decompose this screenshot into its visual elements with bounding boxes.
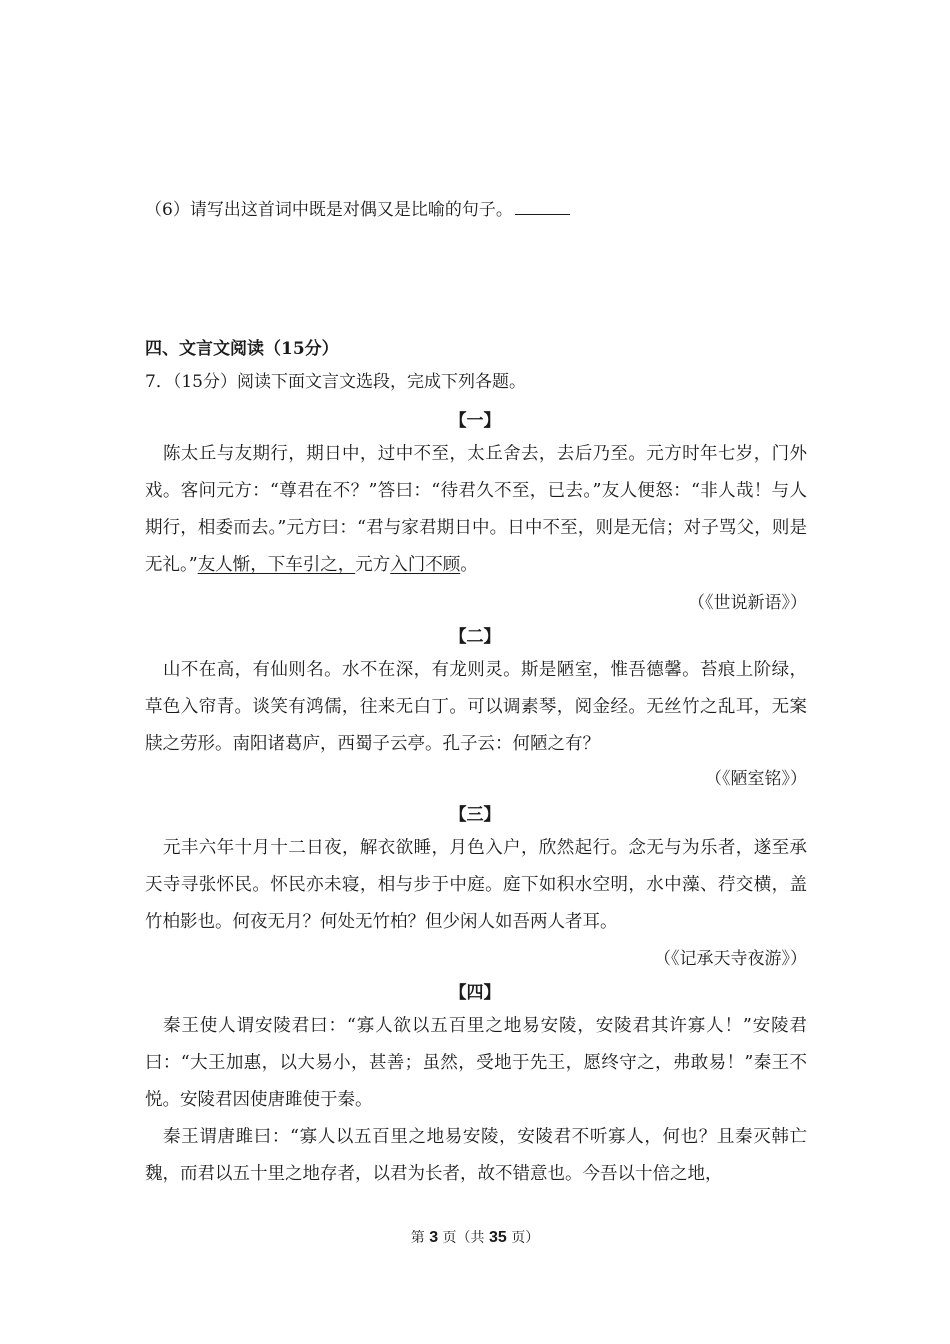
answer-blank[interactable] [515, 197, 570, 215]
passage-3-paragraph: 元丰六年十月十二日夜，解衣欲睡，月色入户，欣然起行。念无与为乐者，遂至承天寺寻张怀民。怀民亦未寝，相与步于中庭。庭下如积水空明，水中藻、荇交横，盖竹柏影也。何夜无月？何处无竹柏？但少闲人如吾两人者耳。 [145, 838, 807, 932]
footer-middle: 页（共 [442, 1230, 485, 1246]
question-7: 7．（15分）阅读下面文言文选段，完成下列各题。 [145, 372, 526, 392]
passage-2-heading: 【二】 [449, 627, 501, 647]
passage-1-heading: 【一】 [449, 411, 501, 431]
question-6-text: （6）请写出这首词中既是对偶又是比喻的句子。 [145, 200, 513, 220]
page-footer [0, 1228, 950, 1248]
underlined-phrase-2: 入门不顾 [390, 555, 461, 575]
passage-2-paragraph: 山不在高，有仙则名。水不在深，有龙则灵。斯是陋室，惟吾德馨。苔痕上阶绿，草色入帘青。谈笑有鸿儒，往来无白丁。可以调素琴，阅金经。无丝竹之乱耳，无案牍之劳形。南阳诸葛庐，西蜀子云亭。孔子云：何陋之有？ [145, 660, 807, 754]
question-6 [145, 197, 570, 222]
passage-4-paragraph-2: 秦王谓唐雎曰：“寡人以五百里之地易安陵，安陵君不听寡人，何也？且秦灭韩亡魏，而君以五十里之地存者，以君为长者，故不错意也。今吾以十倍之地， [145, 1127, 807, 1184]
passage-1-text-end: 。 [460, 555, 478, 575]
passage-3-heading: 【三】 [449, 805, 501, 825]
passage-1-text-middle: 元方 [355, 555, 391, 575]
page-total: 35 [489, 1229, 507, 1246]
passage-4-heading: 【四】 [449, 983, 501, 1003]
passage-4-paragraph-1: 秦王使人谓安陵君曰：“寡人欲以五百里之地易安陵，安陵君其许寡人！”安陵君曰：“大王加惠，以大易小，甚善；虽然，受地于先王，愿终守之，弗敢易！”秦王不悦。安陵君因使唐雎使于秦。 [145, 1016, 807, 1110]
footer-prefix: 第 [410, 1230, 425, 1246]
passage-1-paragraph [145, 436, 807, 584]
page-number: 3 [429, 1229, 439, 1246]
underlined-phrase-1: 友人惭，下车引之， [197, 555, 356, 575]
passage-1-text: 陈太丘与友期行，期日中，过中不至，太丘舍去，去后乃至。元方时年七岁，门外戏。客问元方：“尊君在不？”答曰：“待君久不至，已去。”友人便怒：“非人哉！与人期行，相委而去。”元方曰：“君与家君期日中。日中不至，则是无信；对子骂父，则是无礼。” [145, 444, 807, 575]
passage-1-source: （《世说新语》） [688, 593, 807, 613]
section-title: 四、文言文阅读（15分） [145, 339, 339, 359]
passage-3-source: （《记承天寺夜游》） [654, 949, 807, 969]
footer-suffix: 页） [511, 1230, 540, 1246]
passage-2-source: （《陋室铭》） [705, 769, 807, 789]
